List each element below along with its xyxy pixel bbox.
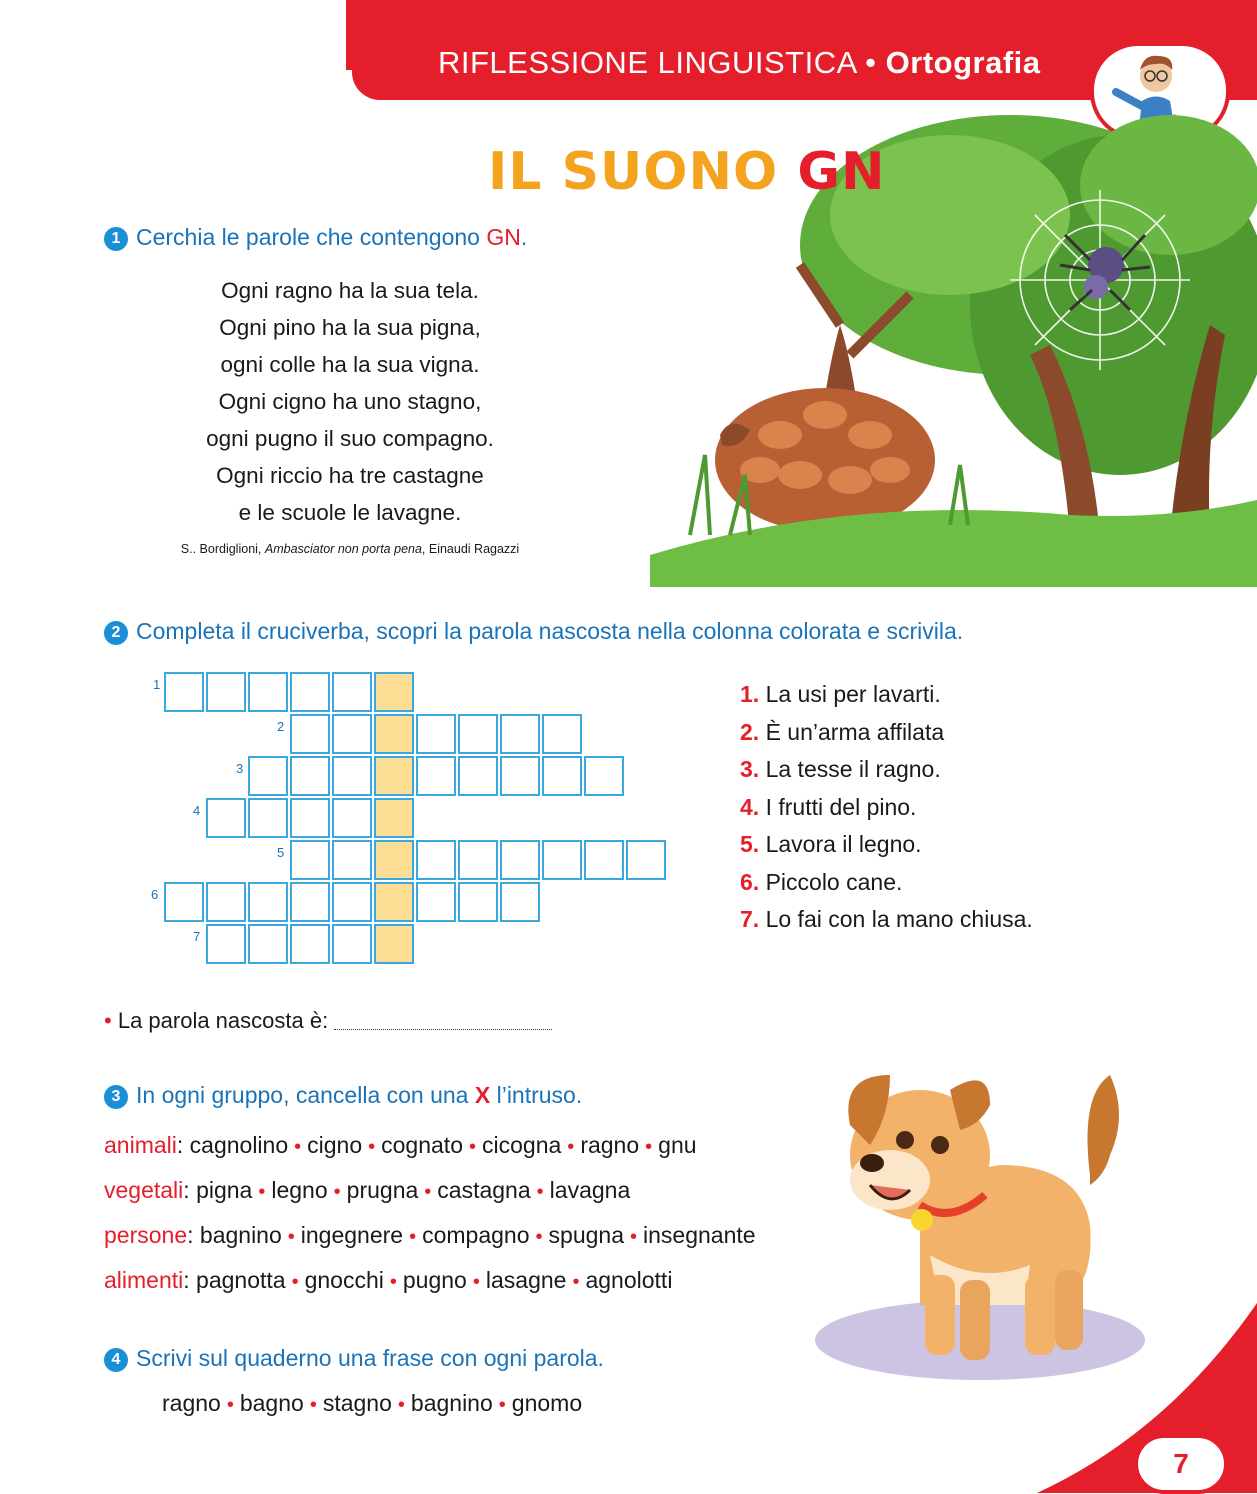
crossword-cell[interactable] [458, 840, 498, 880]
word-group: animali: cagnolino • cigno • cognato • cicogna • ragno • gnu [104, 1132, 697, 1158]
word-group: alimenti: pagnotta • gnocchi • pugno • lasagne • agnolotti [104, 1267, 673, 1293]
crossword-cell[interactable] [416, 882, 456, 922]
crossword-cell[interactable] [290, 756, 330, 796]
crossword-number: 1 [153, 677, 161, 692]
crossword-cell[interactable] [290, 714, 330, 754]
crossword-cell[interactable] [416, 756, 456, 796]
crossword-cell[interactable] [332, 840, 372, 880]
header-separator: • [865, 45, 877, 80]
crossword-cell[interactable] [542, 756, 582, 796]
exercise-4-instruction: 4 Scrivi sul quaderno una frase con ogni parola. [104, 1345, 604, 1372]
exercise-4-number: 4 [104, 1348, 128, 1372]
crossword-clues [740, 676, 1033, 939]
poem-line: Ogni ragno ha la sua tela. [221, 278, 479, 303]
exercise-4-words: ragno • bagno • stagno • bagnino • gnomo [162, 1390, 583, 1416]
crossword-cell[interactable] [290, 840, 330, 880]
crossword-cell[interactable] [164, 882, 204, 922]
exercise-2-instruction: 2 Completa il cruciverba, scopri la parola nascosta nella colonna colorata e scrivila. [104, 618, 963, 645]
crossword-cell[interactable] [332, 672, 372, 712]
poem-line: ogni pugno il suo compagno. [206, 426, 494, 451]
crossword-cell[interactable] [500, 756, 540, 796]
section-name: RIFLESSIONE LINGUISTICA [438, 45, 857, 80]
crossword-cell[interactable] [626, 840, 666, 880]
crossword-cell[interactable] [290, 924, 330, 964]
page-title: IL SUONO GN [488, 142, 886, 202]
crossword-cell[interactable] [206, 924, 246, 964]
crossword-cell-highlighted[interactable] [374, 714, 414, 754]
crossword-cell-highlighted[interactable] [374, 798, 414, 838]
page-number: 7 [1134, 1434, 1228, 1494]
header-title [438, 45, 1041, 81]
exercise-2-number: 2 [104, 621, 128, 645]
crossword-cell[interactable] [290, 672, 330, 712]
poem-line: Ogni pino ha la sua pigna, [219, 315, 481, 340]
crossword-cell[interactable] [584, 756, 624, 796]
crossword-cell[interactable] [290, 798, 330, 838]
crossword-cell[interactable] [248, 798, 288, 838]
crossword-cell[interactable] [248, 882, 288, 922]
hidden-word-line: • La parola nascosta è: [104, 1008, 552, 1034]
crossword-number: 4 [193, 803, 201, 818]
clue: 3. La tesse il ragno. [740, 756, 941, 782]
clue: 4. I frutti del pino. [740, 793, 917, 820]
clue: 7. Lo fai con la mano chiusa. [740, 906, 1033, 932]
crossword-cell[interactable] [248, 756, 288, 796]
crossword-cell[interactable] [458, 756, 498, 796]
crossword-number: 6 [151, 887, 159, 902]
exercise-1-instruction: 1 Cerchia le parole che contengono GN. [104, 224, 527, 251]
crossword-cell[interactable] [332, 924, 372, 964]
word-group: persone: bagnino • ingegnere • compagno • spugna • insegnante [104, 1222, 756, 1248]
poem-line: Ogni cigno ha uno stagno, [218, 389, 482, 414]
crossword-cell[interactable] [416, 714, 456, 754]
clue: 5. Lavora il legno. [740, 831, 922, 857]
clue: 2. È un’arma affilata [740, 718, 945, 745]
poem-line: Ogni riccio ha tre castagne [216, 463, 484, 488]
crossword-number: 5 [277, 845, 285, 860]
word-group: vegetali: pigna • legno • prugna • castagna • lavagna [104, 1177, 631, 1203]
exercise-3-number: 3 [104, 1085, 128, 1109]
crossword-cell[interactable] [416, 840, 456, 880]
crossword-cell-highlighted[interactable] [374, 882, 414, 922]
crossword-number: 2 [277, 719, 285, 734]
poem-line: ogni colle ha la sua vigna. [220, 352, 480, 377]
crossword-cell[interactable] [458, 882, 498, 922]
crossword-number: 3 [236, 761, 244, 776]
crossword-cell[interactable] [248, 672, 288, 712]
clue: 1. La usi per lavarti. [740, 681, 941, 707]
word-groups [104, 1124, 756, 1304]
crossword-cell[interactable] [500, 840, 540, 880]
crossword-cell[interactable] [332, 798, 372, 838]
crossword-cell[interactable] [458, 714, 498, 754]
section-subtitle: Ortografia [885, 45, 1041, 80]
crossword-number: 7 [193, 929, 201, 944]
crossword-cell[interactable] [500, 882, 540, 922]
crossword-cell[interactable] [332, 714, 372, 754]
crossword-cell[interactable] [206, 798, 246, 838]
poem-source: S.. Bordiglioni, Ambasciator non porta pena, Einaudi Ragazzi [180, 542, 520, 556]
crossword-cell[interactable] [248, 924, 288, 964]
crossword-cell-highlighted[interactable] [374, 840, 414, 880]
crossword-cell[interactable] [206, 672, 246, 712]
exercise-3-instruction: 3 In ogni gruppo, cancella con una X l’intruso. [104, 1082, 582, 1109]
crossword-cell-highlighted[interactable] [374, 924, 414, 964]
poem [150, 272, 550, 531]
crossword-cell[interactable] [500, 714, 540, 754]
crossword-cell-highlighted[interactable] [374, 756, 414, 796]
crossword-cell[interactable] [332, 756, 372, 796]
poem-line: e le scuole le lavagne. [238, 500, 462, 525]
crossword-cell-highlighted[interactable] [374, 672, 414, 712]
crossword-cell[interactable] [584, 840, 624, 880]
crossword-cell[interactable] [164, 672, 204, 712]
crossword-cell[interactable] [206, 882, 246, 922]
hidden-word-answer-field[interactable] [334, 1029, 552, 1030]
crossword-cell[interactable] [542, 840, 582, 880]
exercise-1-number: 1 [104, 227, 128, 251]
crossword-cell[interactable] [290, 882, 330, 922]
crossword-cell[interactable] [332, 882, 372, 922]
clue: 6. Piccolo cane. [740, 868, 903, 895]
crossword-cell[interactable] [542, 714, 582, 754]
